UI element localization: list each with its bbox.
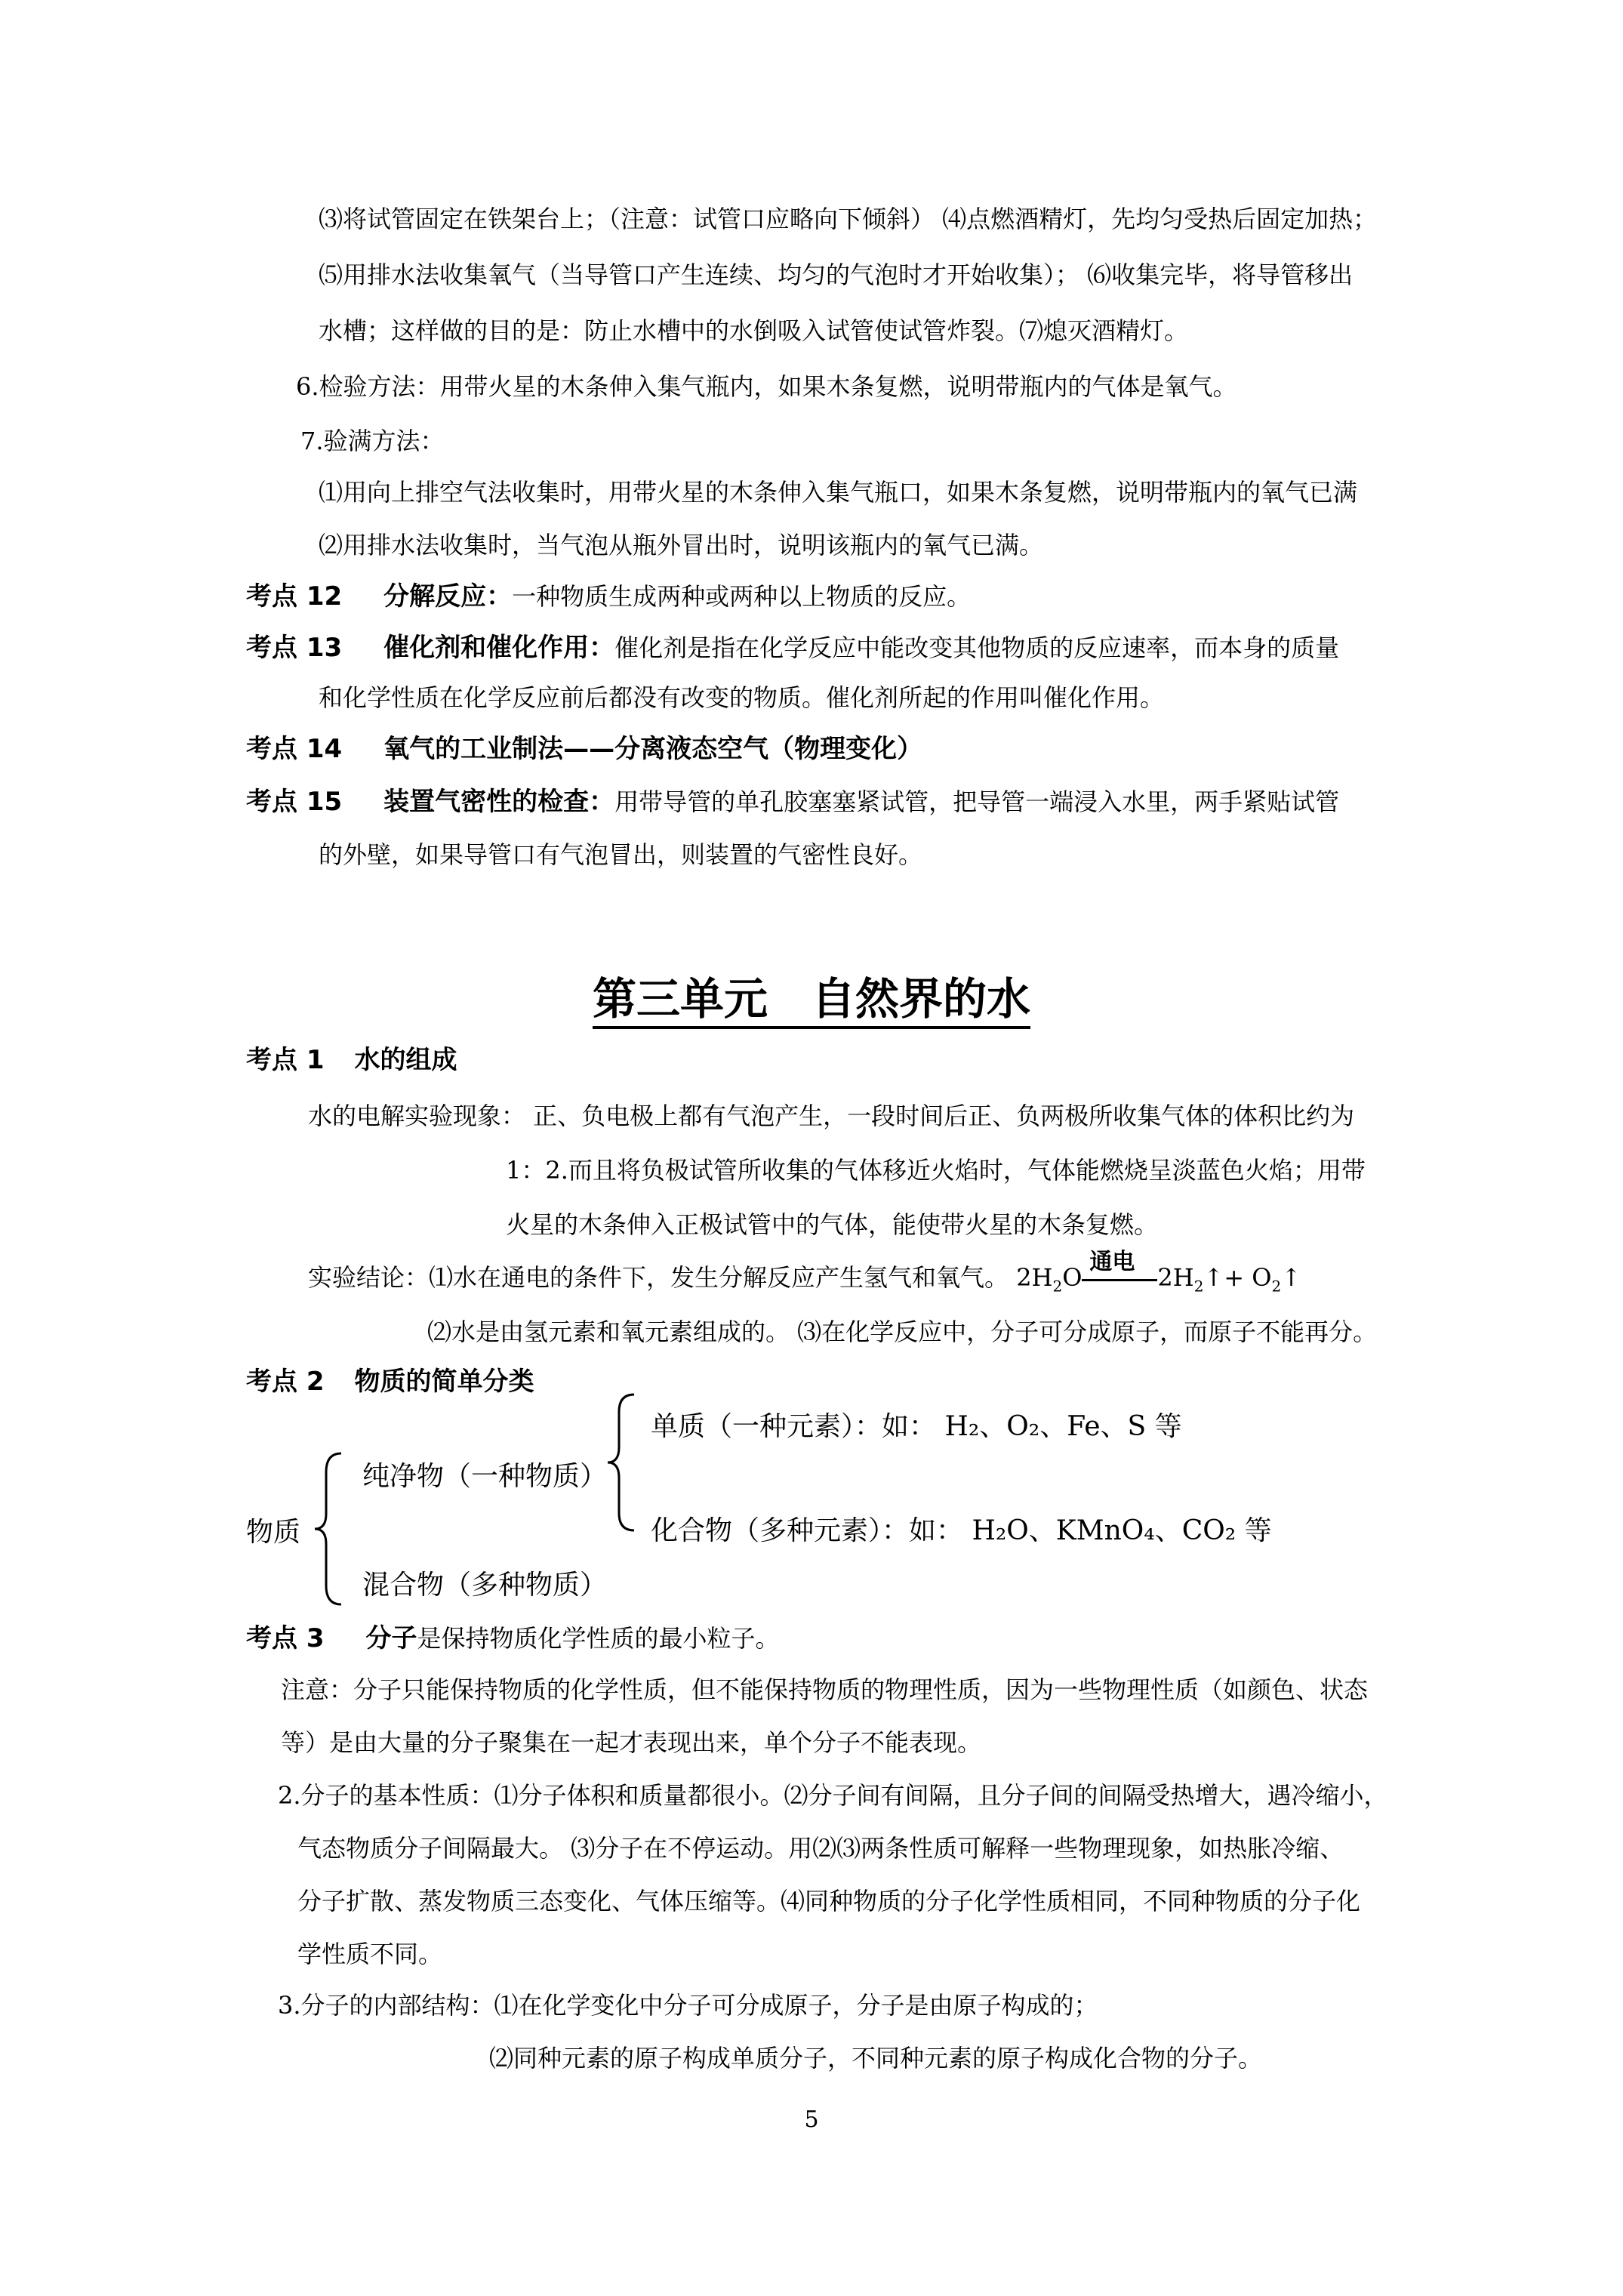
equation-arrow — [1082, 1248, 1157, 1291]
brace-pure — [604, 1391, 642, 1534]
kaodian-label: 考点 1 — [246, 1045, 325, 1075]
mixture: 混合物（多种物质） — [362, 1570, 608, 1601]
kaodian-15 — [246, 785, 1339, 818]
kaodian-text: 是保持物质化学性质的最小粒子。 — [417, 1624, 780, 1653]
kaodian-heading: 装置气密性的检查： — [383, 787, 615, 817]
compound-examples: H₂O、KMnO₄、CO₂ — [972, 1515, 1236, 1546]
kaodian-text: 一种物质生成两种或两种以上物质的反应。 — [512, 582, 972, 611]
molecule-properties-4: 学性质不同。 — [297, 1940, 443, 1968]
element-substance-label: 单质（一种元素）：如： — [651, 1411, 937, 1442]
experiment-conclusion-1 — [308, 1248, 1301, 1302]
electrolysis-phenomenon-2: 1：2.而且将负极试管所收集的气体移近火焰时，气体能燃烧呈淡蓝色火焰；用带 — [506, 1156, 1366, 1185]
kaodian-heading: 分子 — [365, 1623, 417, 1653]
unit3-kaodian-1 — [246, 1043, 457, 1077]
molecule-properties-1: 2.分子的基本性质：⑴分子体积和质量都很小。⑵分子间有间隔，且分子间的间隔受热增大，遇冷缩小， — [278, 1781, 1388, 1810]
kaodian-label: 考点 12 — [246, 581, 343, 612]
kaodian-heading: 水的组成 — [354, 1045, 457, 1075]
kaodian-14 — [246, 732, 922, 766]
kaodian-heading: 分解反应： — [383, 581, 513, 612]
note-line-2: 等）是由大量的分子聚集在一起才表现出来，单个分子不能表现。 — [281, 1728, 982, 1757]
pure-substance: 纯净物（一种物质） — [362, 1461, 608, 1492]
full-check-method-2: ⑵用排水法收集时，当气泡从瓶外冒出时，说明该瓶内的氧气已满。 — [319, 531, 1044, 559]
molecule-properties-3: 分子扩散、蒸发物质三态变化、气体压缩等。⑷同种物质的分子化学性质相同，不同种物质的分子化 — [297, 1887, 1361, 1915]
full-check-heading: 7.验满方法： — [300, 427, 445, 455]
element-substance — [651, 1410, 1182, 1444]
kaodian-12 — [246, 580, 971, 613]
procedure-step-3-4: ⑶将试管固定在铁架台上；（注意：试管口应略向下倾斜） ⑷点燃酒精灯，先均匀受热后固定加热； — [319, 205, 1378, 233]
element-substance-end: 等 — [1154, 1411, 1182, 1442]
kaodian-13-cont: 和化学性质在化学反应前后都没有改变的物质。催化剂所起的作用叫催化作用。 — [319, 683, 1165, 712]
element-substance-examples: H₂、O₂、Fe、S — [944, 1411, 1147, 1442]
electrolysis-phenomenon-3: 火星的木条伸入正极试管中的气体，能使带火星的木条复燃。 — [506, 1210, 1159, 1239]
kaodian-15-cont: 的外壁，如果导管口有气泡冒出，则装置的气密性良好。 — [319, 840, 923, 869]
equation-condition: 通电 — [1089, 1248, 1135, 1275]
kaodian-text: 用带导管的单孔胶塞塞紧试管，把导管一端浸入水里，两手紧贴试管 — [614, 787, 1340, 816]
procedure-step-5-6: ⑸用排水法收集氧气（当导管口产生连续、均匀的气泡时才开始收集）； ⑹收集完毕，将导管移出 — [319, 260, 1354, 289]
kaodian-label: 考点 3 — [246, 1623, 325, 1653]
compound-substance — [651, 1515, 1272, 1548]
molecule-structure-1: 3.分子的内部结构：⑴在化学变化中分子可分成原子，分子是由原子构成的； — [278, 1991, 1098, 2020]
procedure-step-6-7: 水槽；这样做的目的是：防止水槽中的水倒吸入试管使试管炸裂。⑺熄灭酒精灯。 — [319, 316, 1189, 345]
full-check-method-1: ⑴用向上排空气法收集时，用带火星的木条伸入集气瓶口，如果木条复燃，说明带瓶内的氧气已满 — [319, 478, 1358, 507]
electrolysis-phenomenon-1: 水的电解实验现象： 正、负电极上都有气泡产生，一段时间后正、负两极所收集气体的体积比约为 — [308, 1102, 1355, 1130]
page-number: 5 — [804, 2106, 819, 2133]
test-method: 6.检验方法：用带火星的木条伸入集气瓶内，如果木条复燃，说明带瓶内的气体是氧气。 — [296, 372, 1237, 401]
kaodian-heading: 催化剂和催化作用： — [383, 633, 615, 663]
brace-root — [311, 1450, 349, 1608]
kaodian-heading: 氧气的工业制法——分离液态空气（物理变化） — [383, 734, 923, 764]
kaodian-label: 考点 13 — [246, 633, 343, 663]
unit-title — [0, 970, 1623, 1028]
kaodian-13 — [246, 631, 1339, 664]
note-line-1: 注意：分子只能保持物质的化学性质，但不能保持物质的物理性质，因为一些物理性质（如颜色、状态 — [281, 1675, 1369, 1704]
classification-root: 物质 — [246, 1517, 301, 1548]
kaodian-label: 考点 2 — [246, 1367, 325, 1397]
kaodian-label: 考点 14 — [246, 734, 343, 764]
kaodian-heading: 物质的简单分类 — [354, 1367, 534, 1397]
unit-title-text: 第三单元 自然界的水 — [593, 973, 1030, 1029]
unit3-kaodian-3 — [246, 1622, 780, 1655]
molecule-properties-2: 气态物质分子间隔最大。 ⑶分子在不停运动。用⑵⑶两条性质可解释一些物理现象，如热胀冷缩、 — [297, 1834, 1344, 1863]
kaodian-text: 催化剂是指在化学反应中能改变其他物质的反应速率，而本身的质量 — [614, 633, 1340, 662]
molecule-structure-2: ⑵同种元素的原子构成单质分子，不同种元素的原子构成化合物的分子。 — [489, 2044, 1263, 2073]
electrolysis-equation: $2H_2O$ 通电 $2H_2↑+$ $O_2↑$ — [1016, 1263, 1301, 1292]
compound-label: 化合物（多种元素）：如： — [651, 1515, 964, 1546]
conclusion-text: 实验结论：⑴水在通电的条件下，发生分解反应产生氢气和氧气。 — [308, 1263, 1009, 1292]
unit3-kaodian-2 — [246, 1365, 534, 1398]
experiment-conclusion-2: ⑵水是由氢元素和氧元素组成的。 ⑶在化学反应中，分子可分成原子，而原子不能再分。 — [427, 1318, 1378, 1346]
kaodian-label: 考点 15 — [246, 787, 343, 817]
compound-end: 等 — [1244, 1515, 1272, 1546]
